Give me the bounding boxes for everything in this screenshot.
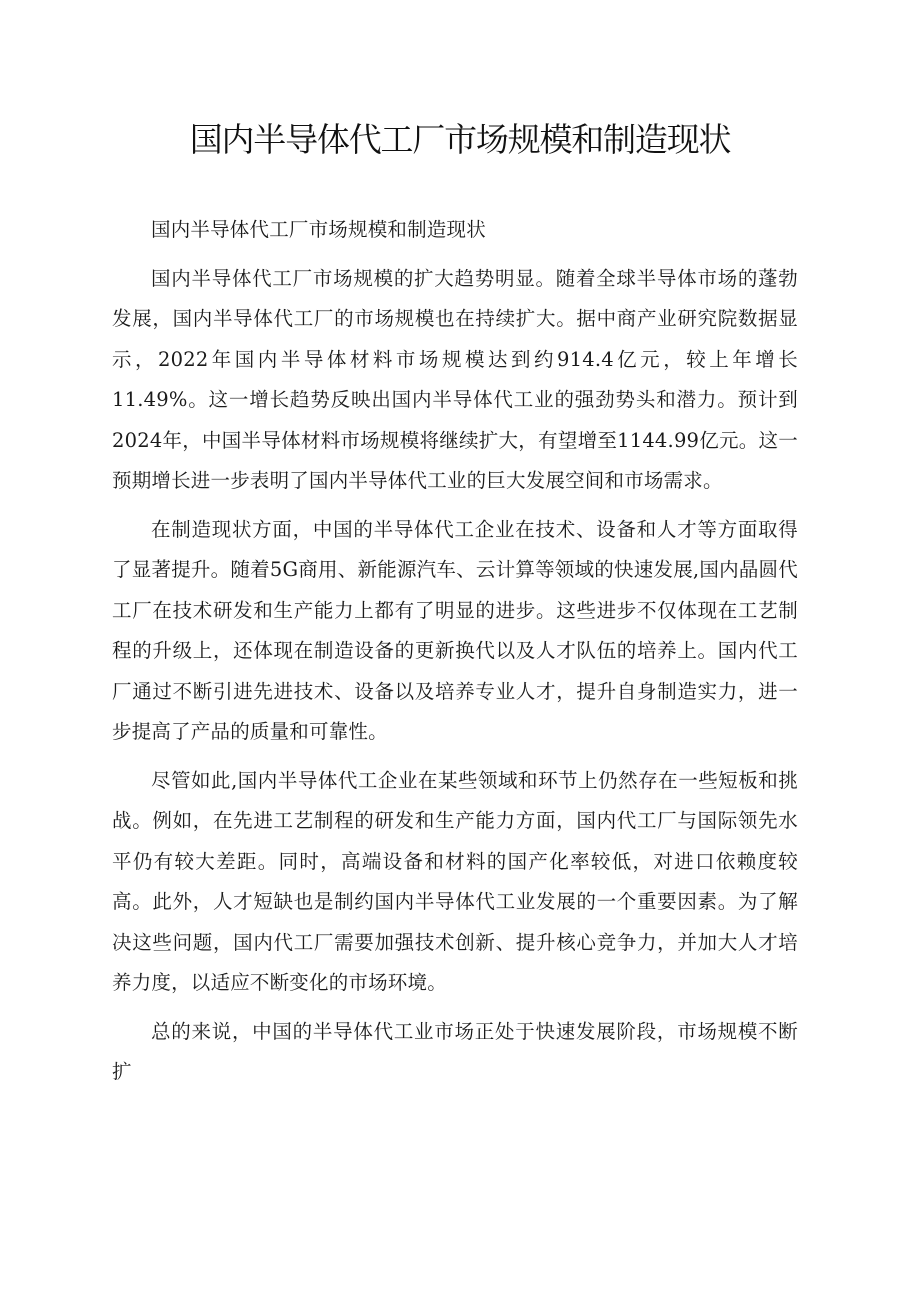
document-body — [112, 210, 798, 1093]
paragraph-summary: 总的来说，中国的半导体代工业市场正处于快速发展阶段，市场规模不断扩 — [112, 1019, 798, 1083]
paragraph-subtitle: 国内半导体代工厂市场规模和制造现状 — [151, 218, 486, 241]
paragraph-challenges: 尽管如此,国内半导体代工企业在某些领域和环节上仍然存在一些短板和挑战。例如，在先进工艺制程的研发和生产能力方面，国内代工厂与国际领先水平仍有较大差距。同时，高端设备和材料的国产化率较低，对进口依赖度较高。此外，人才短缺也是制约国内半导体代工业发展的一个重要因素。为了解决这些问题，国内代工厂需要加强技术创新、提升核心竞争力，并加大人才培养力度，以适应不断变化的市场环境。 — [112, 768, 798, 994]
paragraph-market-scale: 国内半导体代工厂市场规模的扩大趋势明显。随着全球半导体市场的蓬勃发展，国内半导体代工厂的市场规模也在持续扩大。据中商产业研究院数据显示，2022年国内半导体材料市场规模达到约914.4亿元，较上年增长11.49%。这一增长趋势反映出国内半导体代工业的强劲势头和潜力。预计到2024年，中国半导体材料市场规模将继续扩大，有望增至1144.99亿元。这一预期增长进一步表明了国内半导体代工业的巨大发展空间和市场需求。 — [112, 266, 798, 492]
document-title: 国内半导体代工厂市场规模和制造现状 — [189, 120, 731, 159]
paragraph-manufacturing-status: 在制造现状方面，中国的半导体代工企业在技术、设备和人才等方面取得了显著提升。随着5G商用、新能源汽车、云计算等领域的快速发展,国内晶圆代工厂在技术研发和生产能力上都有了明显的进步。这些进步不仅体现在工艺制程的升级上，还体现在制造设备的更新换代以及人才队伍的培养上。国内代工厂通过不断引进先进技术、设备以及培养专业人才，提升自身制造实力，进一步提高了产品的质量和可靠性。 — [112, 517, 798, 743]
